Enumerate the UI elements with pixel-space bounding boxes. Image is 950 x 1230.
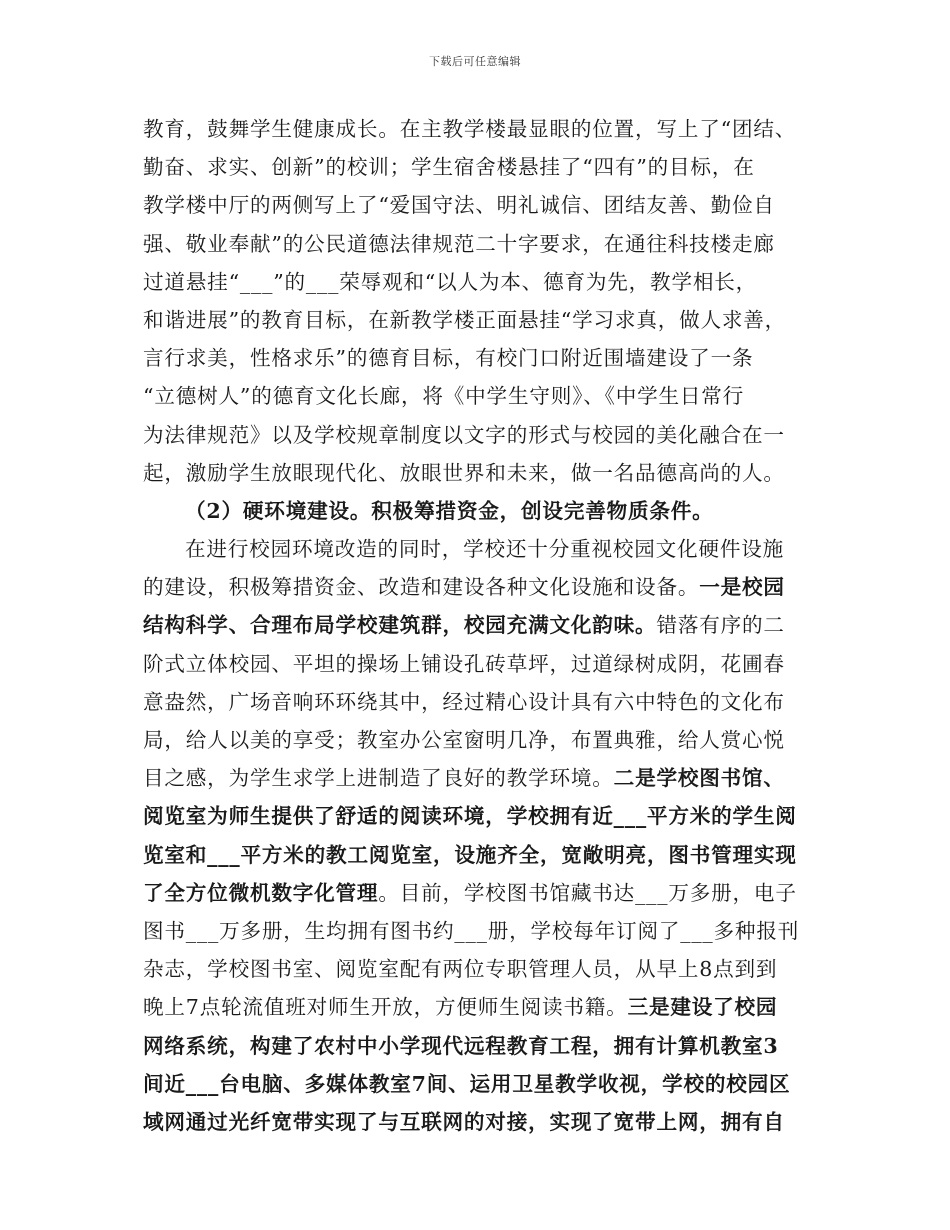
- text-line: 勤奋、求实、创新”的校训；学生宿舍楼悬挂了“四有”的目标，在: [143, 155, 755, 180]
- text-line: 在进行校园环境改造的同时，学校还十分重视校园文化硬件设施: [185, 537, 785, 562]
- text-line: 过道悬挂“___”的___荣辱观和“以人为本、德育为先，教学相长，: [143, 269, 758, 294]
- page-header: 下载后可任意编辑: [429, 55, 521, 68]
- text-line: 的建设，积极筹措资金、改造和建设各种文化设施和设备。一是校园: [143, 575, 785, 600]
- text-line: 晚上7点轮流值班对师生开放，方便师生阅读书籍。三是建设了校园: [143, 995, 778, 1020]
- text-line: 起，激励学生放眼现代化、放眼世界和未来，做一名品德高尚的人。: [143, 460, 785, 485]
- section-heading: （2）硬环境建设。积极筹措资金，创设完善物质条件。: [185, 498, 714, 523]
- text-line: 杂志，学校图书室、阅览室配有两位专职管理人员，从早上8点到到: [143, 957, 778, 982]
- text-line: 和谐进展”的教育目标，在新教学楼正面悬挂“学习求真，做人求善，: [143, 307, 787, 332]
- text-line: 教学楼中厅的两侧写上了“爱国守法、明礼诚信、团结友善、勤俭自: [143, 193, 775, 218]
- text-line: 教育，鼓舞学生健康成长。在主教学楼最显眼的位置，写上了“团结、: [143, 117, 797, 141]
- text-line: “立德树人”的德育文化长廊，将《中学生守则》、《中学生日常行: [143, 384, 745, 409]
- text-line: 阅览室为师生提供了舒适的阅读环境，学校拥有近___平方米的学生阅: [143, 804, 797, 829]
- document-body: [143, 110, 813, 1141]
- text-line: 图书___万多册，生均拥有图书约___册，学校每年订阅了___多种报刊: [143, 918, 800, 943]
- text-line: 强、敬业奉献”的公民道德法律规范二十字要求，在通往科技楼走廊: [143, 231, 775, 256]
- text-line: 意盎然，广场音响环环绕其中，经过精心设计具有六中特色的文化布: [143, 689, 785, 714]
- text-line: 言行求美，性格求乐”的德育目标，有校门口附近围墙建设了一条: [143, 346, 754, 371]
- text-line: 网络系统，构建了农村中小学现代远程教育工程，拥有计算机教室3: [143, 1033, 779, 1058]
- text-line: 目之感，为学生求学上进制造了良好的教学环境。二是学校图书馆、: [143, 766, 785, 791]
- text-line: 局，给人以美的享受；教室办公室窗明几净，布置典雅，给人赏心悦: [143, 728, 785, 752]
- text-line: 阶式立体校园、平坦的操场上铺设孔砖草坪，过道绿树成阴，花圃春: [143, 651, 785, 676]
- text-line: 览室和___平方米的教工阅览室，设施齐全，宽敞明亮，图书管理实现: [143, 842, 797, 867]
- text-line: 结构科学、合理布局学校建筑群，校园充满文化韵味。错落有序的二: [143, 613, 785, 638]
- text-line: 域网通过光纤宽带实现了与互联网的对接，实现了宽带上网，拥有自: [143, 1109, 785, 1134]
- text-line: 了全方位微机数字化管理。目前，学校图书馆藏书达___万多册，电子: [143, 880, 797, 905]
- text-line: 为法律规范》以及学校规章制度以文字的形式与校园的美化融合在一: [143, 422, 785, 447]
- text-line: 间近___台电脑、多媒体教室7间、运用卫星教学收视，学校的校园区: [143, 1071, 791, 1096]
